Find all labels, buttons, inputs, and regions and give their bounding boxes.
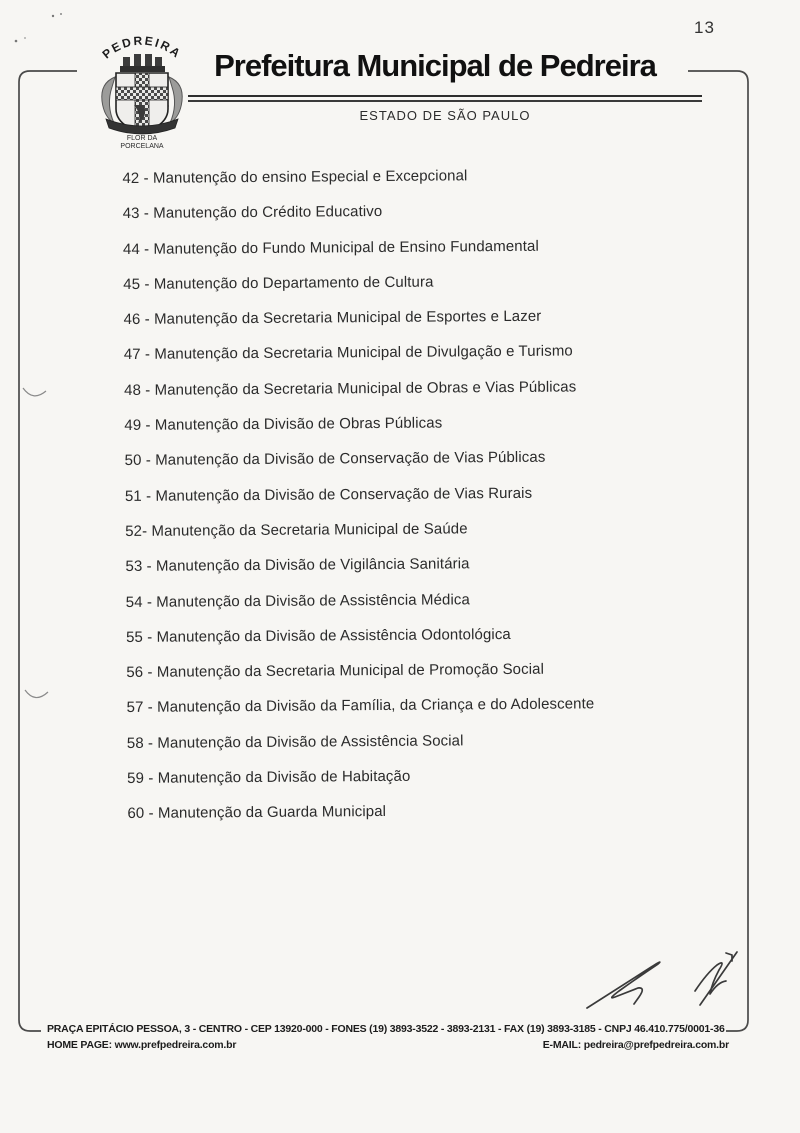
list-item: 51 - Manutenção da Divisão de Conservação de Vias Rurais [124, 484, 533, 505]
logo-motto-1: FLOR DA [126, 135, 158, 142]
list-item: 42 - Manutenção do ensino Especial e Excepcional [122, 167, 468, 188]
header-rule-bottom [188, 100, 702, 102]
footer [47, 1023, 729, 1051]
signature-initials [585, 945, 755, 1020]
list-item: 57 - Manutenção da Divisão da Família, da Criança e do Adolescente [126, 695, 595, 717]
list-item: 54 - Manutenção da Divisão de Assistência Médica [125, 590, 470, 611]
footer-address: PRAÇA EPITÁCIO PESSOA, 3 - CENTRO - CEP 13920-000 - FONES (19) 3893-3522 - 3893-2131 - FAX (19) 3893-3185 - CNPJ 46.410.775/0001-36 [47, 1023, 725, 1035]
list-item: 45 - Manutenção do Departamento de Cultura [123, 273, 434, 293]
list-item: 55 - Manutenção da Divisão de Assistência Odontológica [125, 625, 511, 646]
list-item: 58 - Manutenção da Divisão de Assistência Social [126, 732, 464, 752]
logo-arc-text: PEDREIRA [99, 33, 185, 62]
footer-homepage: HOME PAGE: www.prefpedreira.com.br [47, 1039, 237, 1051]
budget-items-list [122, 165, 747, 840]
list-item: 43 - Manutenção do Crédito Educativo [122, 203, 383, 223]
header-rule-top [188, 95, 702, 97]
list-item: 49 - Manutenção da Divisão de Obras Públicas [124, 414, 443, 435]
list-item: 59 - Manutenção da Divisão de Habitação [127, 767, 411, 788]
header-title: Prefeitura Municipal de Pedreira [214, 48, 656, 83]
list-item: 48 - Manutenção da Secretaria Municipal de Obras e Vias Públicas [124, 378, 577, 399]
footer-email: E-MAIL: pedreira@prefpedreira.com.br [542, 1039, 729, 1051]
logo-motto-2: PORCELANA [120, 143, 164, 149]
list-item: 47 - Manutenção da Secretaria Municipal de Divulgação e Turismo [123, 342, 573, 364]
coat-of-arms-logo [82, 27, 202, 149]
list-item: 52- Manutenção da Secretaria Municipal de Saúde [125, 520, 468, 540]
list-item: 53 - Manutenção da Divisão de Vigilância Sanitária [125, 555, 470, 576]
header-subtitle: ESTADO DE SÃO PAULO [359, 108, 531, 123]
list-item: 50 - Manutenção da Divisão de Conservação de Vias Públicas [124, 449, 546, 470]
logo-crown [120, 54, 165, 72]
list-item: 46 - Manutenção da Secretaria Municipal de Esportes e Lazer [123, 307, 542, 329]
list-item: 56 - Manutenção da Secretaria Municipal de Promoção Social [126, 660, 545, 682]
page-number: 13 [694, 18, 715, 37]
list-item: 60 - Manutenção da Guarda Municipal [127, 803, 387, 823]
list-item: 44 - Manutenção do Fundo Municipal de Ensino Fundamental [122, 237, 539, 258]
